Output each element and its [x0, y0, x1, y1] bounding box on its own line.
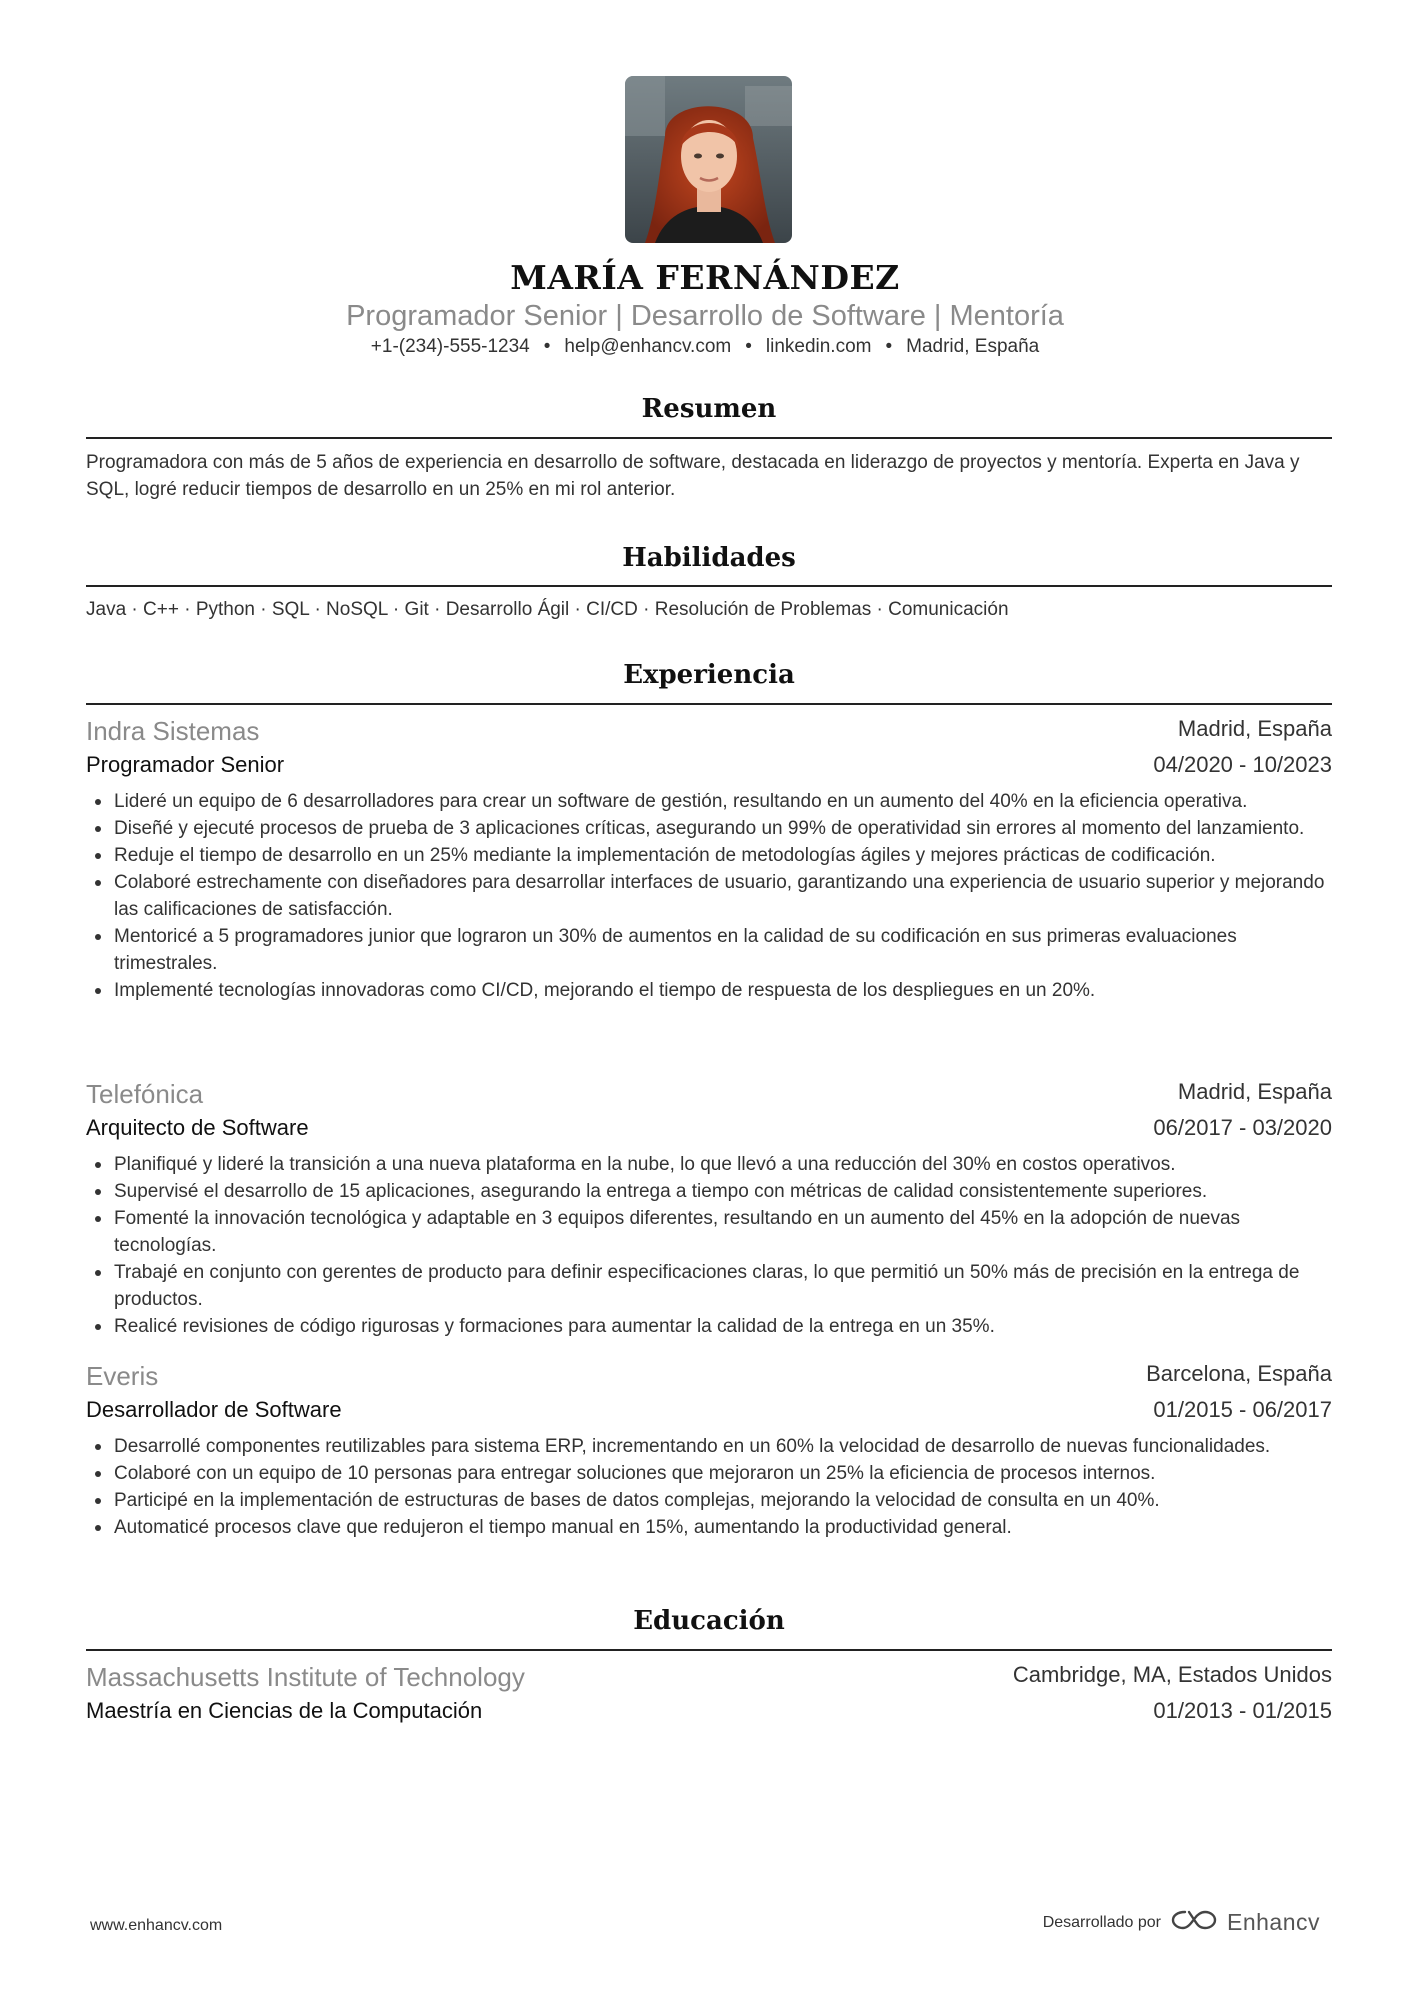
section-title-experience: Experiencia: [623, 660, 795, 690]
list-item: Reduje el tiempo de desarrollo en un 25% mediante la implementación de metodologías ágiles y mejores prácticas de codificación.: [86, 842, 1332, 869]
list-item: Diseñé y ejecuté procesos de prueba de 3 aplicaciones críticas, asegurando un 99% de operatividad sin errores al momento del lanzamiento.: [86, 815, 1332, 842]
phone-text: +1-(234)-555-1234: [370, 336, 530, 357]
skills-text: Java · C++ · Python · SQL · NoSQL · Git · Desarrollo Ágil · CI/CD · Resolución de Problemas · Comunicación: [86, 599, 1009, 620]
list-item: Lideré un equipo de 6 desarrolladores para crear un software de gestión, resultando en un aumento del 40% en la eficiencia operativa.: [86, 788, 1332, 815]
job-bullets: [86, 1433, 1332, 1541]
candidate-name: MARÍA FERNÁNDEZ: [510, 258, 900, 297]
location-text: Madrid, España: [906, 336, 1040, 357]
list-item: Fomenté la innovación tecnológica y adaptable en 3 equipos diferentes, resultando en un aumento del 45% en la adopción de nuevas tecnologías.: [86, 1205, 1332, 1259]
list-item: Realicé revisiones de código rigurosas y formaciones para aumentar la calidad de la entrega en un 35%.: [86, 1313, 1332, 1340]
footer-by-label: Desarrollado por: [1042, 1913, 1161, 1931]
job-dates: 01/2015 - 06/2017: [1153, 1397, 1332, 1422]
degree: Maestría en Ciencias de la Computación: [86, 1698, 483, 1723]
company-name: Everis: [86, 1361, 159, 1391]
school-name: Massachusetts Institute of Technology: [86, 1662, 525, 1692]
divider: [86, 585, 1332, 587]
list-item: Implementé tecnologías innovadoras como CI/CD, mejorando el tiempo de respuesta de los despliegues en un 20%.: [86, 977, 1332, 1004]
education-dates: 01/2013 - 01/2015: [1153, 1698, 1332, 1723]
job-location: Madrid, España: [1177, 1079, 1332, 1104]
list-item: Colaboré estrechamente con diseñadores para desarrollar interfaces de usuario, garantizando una experiencia de usuario superior y mejorando las calificaciones de satisfacción.: [86, 869, 1332, 923]
list-item: Participé en la implementación de estructuras de bases de datos complejas, mejorando la velocidad de consulta en un 40%.: [86, 1487, 1332, 1514]
section-title-summary: Resumen: [641, 394, 777, 424]
company-name: Indra Sistemas: [86, 716, 260, 746]
divider: [86, 1649, 1332, 1651]
list-item: Automaticé procesos clave que redujeron el tiempo manual en 15%, aumentando la productividad general.: [86, 1514, 1332, 1541]
list-item: Colaboré con un equipo de 10 personas para entregar soluciones que mejoraron un 25% la eficiencia de procesos internos.: [86, 1460, 1332, 1487]
divider: [86, 437, 1332, 439]
list-item: Supervisé el desarrollo de 15 aplicaciones, asegurando la entrega a tiempo con métricas de calidad consistentemente superiores.: [86, 1178, 1332, 1205]
enhancv-logo-icon: [1171, 1908, 1217, 1937]
job-location: Madrid, España: [1177, 716, 1332, 741]
company-name: Telefónica: [86, 1079, 204, 1109]
job-bullets: [86, 788, 1332, 1004]
list-item: Planifiqué y lideré la transición a una nueva plataforma en la nube, lo que llevó a una reducción del 30% en costos operativos.: [86, 1151, 1332, 1178]
job-title: Arquitecto de Software: [86, 1115, 309, 1140]
list-item: Desarrollé componentes reutilizables para sistema ERP, incrementando en un 60% la velocidad de desarrollo de nuevas funcionalidades.: [86, 1433, 1332, 1460]
divider: [86, 703, 1332, 705]
contact-info: +1-(234)-555-1234 • help@enhancv.com • linkedin.com • Madrid, España: [370, 336, 1040, 357]
section-title-skills: Habilidades: [622, 543, 796, 573]
linkedin-link[interactable]: linkedin.com: [765, 336, 872, 357]
job-bullets: [86, 1151, 1332, 1340]
headline: Programador Senior | Desarrollo de Software | Mentoría: [346, 300, 1064, 332]
avatar: [625, 76, 792, 243]
job-location: Barcelona, España: [1146, 1361, 1332, 1386]
email-link[interactable]: help@enhancv.com: [564, 336, 732, 357]
summary-text: Programadora con más de 5 años de experiencia en desarrollo de software, destacada en liderazgo de proyectos y mentoría. Experta en Java y SQL, logré reducir tiempos de desarrollo en un 25% en mi rol anterior.: [86, 452, 1300, 500]
list-item: Trabajé en conjunto con gerentes de producto para definir especificaciones claras, lo que permitió un 50% más de precisión en la entrega de productos.: [86, 1259, 1332, 1313]
list-item: Mentoricé a 5 programadores junior que lograron un 30% de aumentos en la calidad de su codificación en sus primeras evaluaciones trimestrales.: [86, 923, 1332, 977]
footer-website-link[interactable]: www.enhancv.com: [90, 1917, 223, 1934]
footer-brand[interactable]: [1043, 1908, 1320, 1937]
footer-brand-name: Enhancv: [1226, 1909, 1320, 1935]
job-title: Desarrollador de Software: [86, 1397, 342, 1422]
job-dates: 04/2020 - 10/2023: [1153, 752, 1332, 777]
school-location: Cambridge, MA, Estados Unidos: [1012, 1662, 1332, 1687]
section-title-education: Educación: [633, 1606, 785, 1636]
job-dates: 06/2017 - 03/2020: [1153, 1115, 1332, 1140]
job-title: Programador Senior: [86, 752, 285, 777]
